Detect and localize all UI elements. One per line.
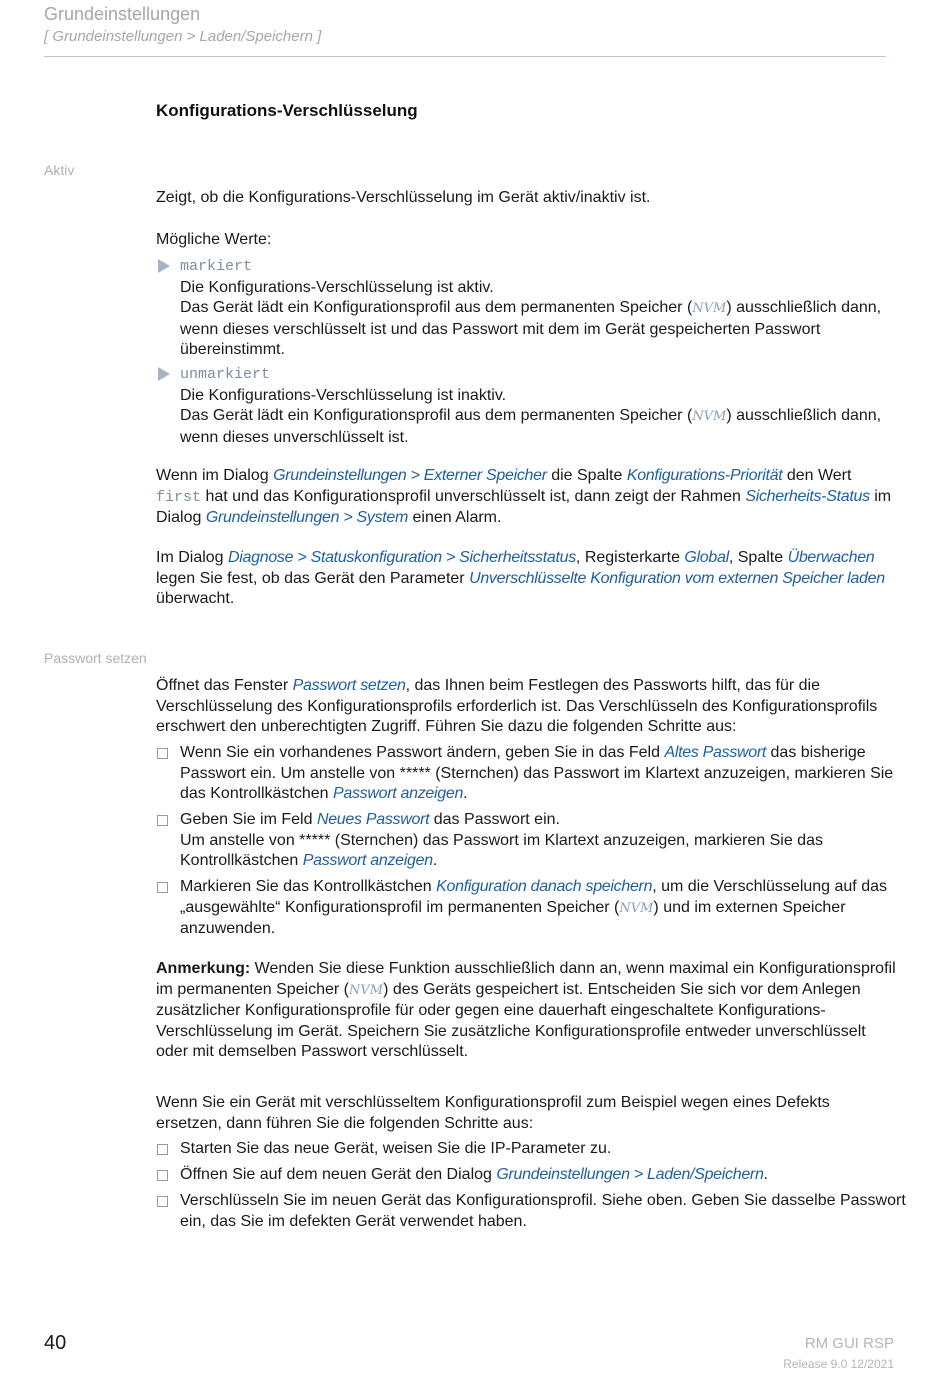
side-label-aktiv: Aktiv (44, 162, 75, 178)
nvm-term: NVM (619, 900, 654, 916)
section-title: Konfigurations-Verschlüsselung (156, 101, 418, 120)
value-item-unmarkiert (156, 364, 920, 448)
triangle-bullet-icon (158, 367, 170, 381)
prio-paragraph: Wenn im Dialog Grundeinstellungen > Externer Speicher die Spalte Konfigurations-Priorität den Wert first hat und das Konfigurationsprofil unverschlüsselt ist, dann zeigt der Rahmen Sicherheits-Status im Dialog Grundeinstellungen > System einen Alarm. (156, 467, 892, 527)
value-item-markiert (156, 256, 920, 361)
link-sicherheits-status[interactable]: Sicherheits-Status (745, 487, 870, 505)
replace-step-2: Öffnen Sie auf dem neuen Gerät den Dialog Grundeinstellungen > Laden/Speichern. (156, 1165, 920, 1186)
value-code: markiert (180, 258, 253, 275)
value-code: unmarkiert (180, 366, 271, 383)
step-item-2: Geben Sie im Feld Neues Passwort das Passwort ein. Um anstelle von ***** (Sternchen) das Passwort im Klartext anzuzeigen, markieren Sie das Kontrollkästchen Passwort anzeigen. (156, 810, 920, 872)
page-number: 40 (44, 1332, 67, 1354)
checkbox-bullet-icon (157, 1170, 168, 1181)
link-passwort-setzen[interactable]: Passwort setzen (292, 677, 406, 694)
note-label: Anmerkung: (156, 960, 251, 977)
values-heading: Mögliche Werte: (156, 231, 272, 248)
link-global[interactable]: Global (684, 549, 729, 566)
checkbox-bullet-icon (157, 1144, 168, 1155)
nvm-term: NVM (348, 982, 384, 998)
header-breadcrumb: [ Grundeinstellungen > Laden/Speichern ] (44, 28, 322, 45)
checkbox-bullet-icon (157, 748, 168, 759)
link-altes-passwort[interactable]: Altes Passwort (664, 744, 767, 761)
value-desc: Die Konfigurations-Verschlüsselung ist aktiv. (180, 278, 494, 296)
checkbox-bullet-icon (157, 882, 168, 893)
footer-product: RM GUI RSP (804, 1335, 894, 1352)
nvm-term: NVM (692, 301, 727, 317)
note-paragraph: Anmerkung: Wenden Sie diese Funktion ausschließlich dann an, wenn maximal ein Konfigurationsprofil im permanenten Speicher (NVM) des Geräts gespeichert ist. Entscheiden Sie sich vor dem Anlegen zusätzlicher Konfigurationsprofile für oder gegen eine dauerhaft eingeschaltete Konfigurations-Verschlüsselung im Gerät. Speichern Sie zusätzliche Konfigurationsprofile entweder unverschlüsselt oder mit demselben Passwort verschlüsselt. (156, 960, 896, 1061)
replace-step-3: Verschlüsseln Sie im neuen Gerät das Konfigurationsprofil. Siehe oben. Geben Sie dasselbe Passwort ein, das Sie im defekten Gerät verwendet haben. (156, 1191, 920, 1232)
link-sicherheitsstatus[interactable]: Diagnose > Statuskonfiguration > Sicherheitsstatus (228, 549, 576, 566)
link-neues-passwort[interactable]: Neues Passwort (316, 811, 430, 828)
step-item-1: Wenn Sie ein vorhandenes Passwort ändern, geben Sie in das Feld Altes Passwort das bisherige Passwort ein. Um anstelle von ***** (Sternchen) das Passwort im Klartext anzuzeigen, markieren Sie das Kontrollkästchen Passwort anzeigen. (156, 743, 920, 805)
value-detail: Das Gerät lädt ein Konfigurationsprofil aus dem permanenten Speicher (NVM) ausschließlich dann, wenn dieses verschlüsselt ist und das Passwort mit dem im Gerät gespeicherten Passwort übereinstimmt. (180, 299, 882, 359)
diag-paragraph: Im Dialog Diagnose > Statuskonfiguration > Sicherheitsstatus, Registerkarte Global, Spalte Überwachen legen Sie fest, ob das Gerät den Parameter Unverschlüsselte Konfiguration vom externen Speicher laden überwacht. (156, 549, 885, 608)
link-passwort-anzeigen[interactable]: Passwort anzeigen (332, 785, 464, 803)
link-externer-speicher[interactable]: Grundeinstellungen > Externer Speicher (273, 467, 547, 484)
link-laden-speichern[interactable]: Grundeinstellungen > Laden/Speichern (496, 1166, 764, 1183)
step-item-3: Markieren Sie das Kontrollkästchen Konfiguration danach speichern, um die Verschlüsselung auf das „ausgewählte“ Konfigurationsprofil im permanenten Speicher (NVM) und im externen Speicher anzuwenden. (156, 877, 920, 940)
checkbox-bullet-icon (157, 1196, 168, 1207)
replace-step-1: Starten Sie das neue Gerät, weisen Sie die IP-Parameter zu. (156, 1139, 920, 1160)
footer-release: Release 9.0 12/2021 (783, 1357, 894, 1371)
aktiv-intro: Zeigt, ob die Konfigurations-Verschlüsselung im Gerät aktiv/inaktiv ist. (156, 189, 651, 206)
triangle-bullet-icon (158, 259, 170, 273)
link-unverschluesselte-konfiguration[interactable]: Unverschlüsselte Konfiguration vom externen Speicher laden (469, 569, 885, 587)
link-passwort-anzeigen[interactable]: Passwort anzeigen (302, 852, 433, 870)
header-title: Grundeinstellungen (44, 4, 201, 24)
link-konfigurations-prioritaet[interactable]: Konfigurations-Priorität (626, 467, 783, 484)
value-detail: Das Gerät lädt ein Konfigurationsprofil aus dem permanenten Speicher (NVM) ausschließlich dann, wenn dieses unverschlüsselt ist. (180, 407, 882, 446)
value-desc: Die Konfigurations-Verschlüsselung ist inaktiv. (180, 386, 507, 404)
link-ueberwachen[interactable]: Überwachen (787, 549, 875, 566)
replace-intro: Wenn Sie ein Gerät mit verschlüsseltem Konfigurationsprofil zum Beispiel wegen eines Defekts ersetzen, dann führen Sie die folgenden Schritte aus: (156, 1094, 830, 1132)
nvm-term: NVM (692, 409, 727, 425)
header-divider (44, 56, 886, 57)
link-konfiguration-danach-speichern[interactable]: Konfiguration danach speichern (436, 878, 653, 895)
passwort-intro: Öffnet das Fenster Passwort setzen, das Ihnen beim Festlegen des Passworts hilft, das für die Verschlüsselung des Konfigurationsprofils erforderlich ist. Das Verschlüsseln des Konfigurationsprofils erschwert den unberechtigten Zugriff. Führen Sie dazu die folgenden Schritte aus: (156, 677, 878, 736)
checkbox-bullet-icon (157, 815, 168, 826)
side-label-passwort-setzen: Passwort setzen (44, 650, 147, 666)
value-code-first: first (156, 488, 202, 506)
link-system[interactable]: Grundeinstellungen > System (205, 509, 409, 527)
